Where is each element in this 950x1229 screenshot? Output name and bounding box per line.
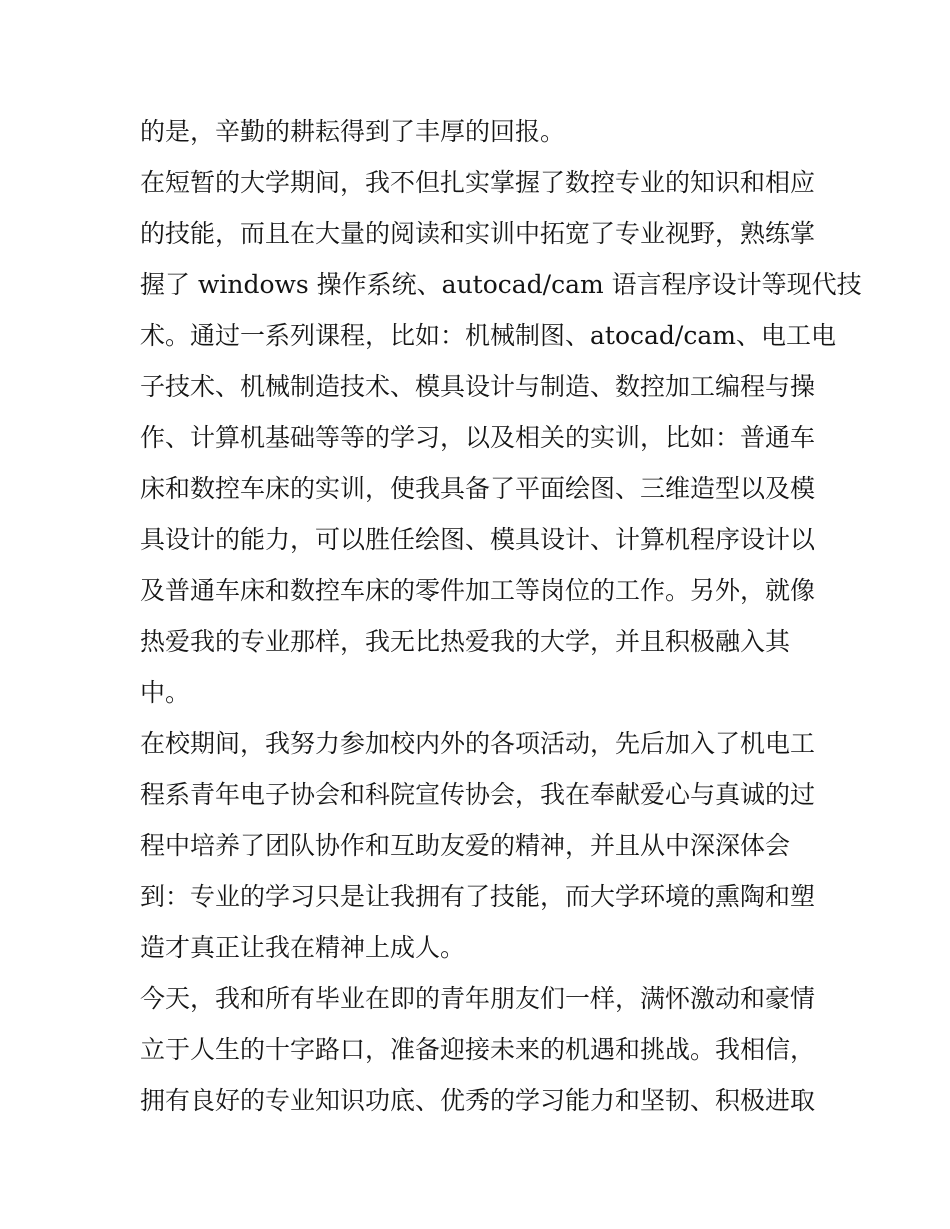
text-line: 到：专业的学习只是让我拥有了技能，而大学环境的熏陶和塑	[140, 882, 816, 911]
text-line: 术。通过一系列课程，比如：机械制图、atocad/cam、电工电	[140, 321, 836, 350]
text-line: 在短暂的大学期间，我不但扎实掌握了数控专业的知识和相应	[140, 168, 816, 197]
text-line: 中。	[140, 678, 191, 707]
text-line: 及普通车床和数控车床的零件加工等岗位的工作。另外，就像	[140, 576, 816, 605]
text-line: 具设计的能力，可以胜任绘图、模具设计、计算机程序设计以	[140, 525, 816, 554]
text-line: 子技术、机械制造技术、模具设计与制造、数控加工编程与操	[140, 372, 816, 401]
text-line: 立于人生的十字路口，准备迎接未来的机遇和挑战。我相信，	[140, 1035, 816, 1064]
text-line: 握了 windows 操作系统、autocad/cam 语言程序设计等现代技	[140, 270, 862, 299]
text-line: 床和数控车床的实训，使我具备了平面绘图、三维造型以及模	[140, 474, 816, 503]
text-line: 拥有良好的专业知识功底、优秀的学习能力和坚韧、积极进取	[140, 1086, 816, 1115]
text-line: 的技能，而且在大量的阅读和实训中拓宽了专业视野，熟练掌	[140, 219, 816, 248]
text-line: 的是，辛勤的耕耘得到了丰厚的回报。	[140, 117, 566, 146]
text-line: 热爱我的专业那样，我无比热爱我的大学，并且积极融入其	[140, 627, 791, 656]
text-line: 造才真正让我在精神上成人。	[140, 933, 466, 962]
text-line: 程中培养了团队协作和互助友爱的精神，并且从中深深体会	[140, 831, 791, 860]
text-line: 在校期间，我努力参加校内外的各项活动，先后加入了机电工	[140, 729, 816, 758]
document-page	[140, 106, 862, 1126]
text-line: 今天，我和所有毕业在即的青年朋友们一样，满怀激动和豪情	[140, 984, 816, 1013]
text-line: 程系青年电子协会和科院宣传协会，我在奉献爱心与真诚的过	[140, 780, 816, 809]
text-line: 作、计算机基础等等的学习，以及相关的实训，比如：普通车	[140, 423, 816, 452]
